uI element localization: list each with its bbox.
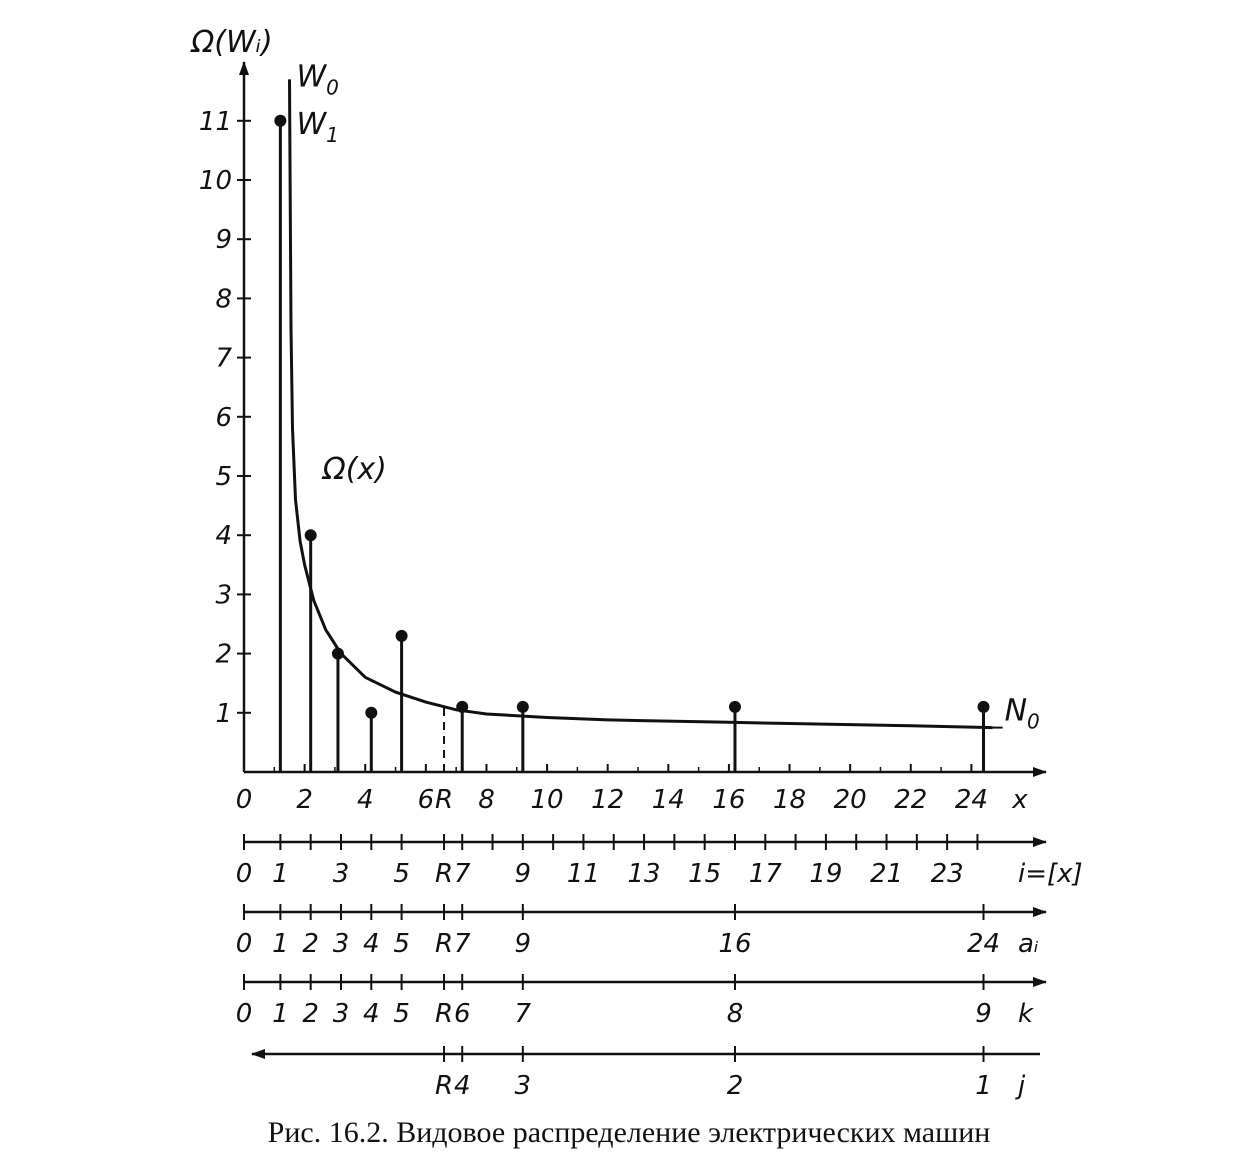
omega-curve: [290, 79, 993, 727]
scale-tick-label: 19: [809, 859, 843, 889]
x-tick-label: 6: [417, 785, 435, 815]
x-tick-label: 2: [296, 785, 313, 815]
x-tick-label: 10: [530, 785, 564, 815]
scale-tick-label: 9: [975, 999, 992, 1029]
stem-point: [396, 630, 408, 642]
figure-caption: Рис. 16.2. Видовое распределение электрических машин: [267, 1116, 991, 1149]
scale-tick-label: 9: [514, 929, 532, 959]
scale-tick-label: 17: [748, 859, 782, 889]
scale-tick-label: 0: [235, 999, 253, 1029]
scale-tick-label: 7: [453, 929, 471, 959]
x-tick-label: 0: [235, 785, 253, 815]
scale-name: i=[x]: [1018, 859, 1083, 889]
y-tick-label: 11: [198, 106, 232, 137]
scale-tick-label: R: [434, 1071, 454, 1101]
stem-point: [978, 701, 990, 713]
scale-name: aᵢ: [1018, 929, 1039, 959]
stem-point: [305, 529, 317, 541]
scale-tick-label: 16: [718, 929, 752, 959]
scale-tick-label: R: [434, 999, 454, 1029]
y-tick-label: 9: [215, 225, 232, 256]
scale-tick-label: 3: [514, 1071, 532, 1101]
scale-tick-label: 2: [302, 999, 319, 1029]
scale-tick-label: R: [434, 859, 454, 889]
scale-tick-label: 13: [627, 859, 661, 889]
y-tick-label: 2: [215, 639, 232, 670]
y-tick-label: 6: [215, 402, 232, 433]
scale-name: k: [1018, 999, 1034, 1029]
scale-tick-label: 3: [332, 929, 350, 959]
scale-tick-label: 4: [363, 929, 380, 959]
y-tick-label: 10: [198, 166, 232, 196]
y-axis-label: Ω(Wᵢ): [191, 25, 273, 60]
x-tick-label: 22: [894, 785, 928, 815]
scale-tick-label: 11: [566, 859, 600, 889]
x-tick-label: 12: [591, 785, 625, 815]
y-tick-label: 7: [215, 343, 232, 374]
scale-tick-label: R: [434, 929, 454, 959]
y-tick-label: 4: [215, 521, 232, 552]
scale-tick-label: 2: [302, 929, 319, 959]
y-tick-label: 8: [215, 284, 232, 315]
y-tick-label: 5: [215, 462, 232, 492]
x-axis-label: x: [1012, 785, 1028, 815]
x-tick-label: 24: [954, 785, 988, 815]
y-tick-label: 3: [215, 580, 232, 611]
scale-tick-label: 0: [235, 929, 253, 959]
scale-tick-label: 1: [272, 999, 289, 1029]
scale-tick-label: 1: [272, 859, 289, 889]
scale-tick-label: 3: [332, 859, 350, 889]
stem-point: [729, 701, 741, 713]
stem-point: [365, 707, 377, 719]
scale-tick-label: 23: [930, 859, 964, 889]
scale-tick-label: 3: [332, 999, 350, 1029]
scale-name: j: [1018, 1071, 1026, 1101]
scale-tick-label: 1: [272, 929, 289, 959]
curve-label: Ω(x): [322, 451, 387, 487]
scale-tick-label: 9: [514, 859, 532, 889]
line-label: $W_1$: [296, 106, 339, 147]
scale-tick-label: 4: [453, 1071, 471, 1101]
stem-point: [274, 115, 286, 127]
scale-tick-label: 5: [393, 929, 410, 959]
scale-tick-label: 5: [393, 859, 410, 889]
x-tick-label: 4: [356, 785, 374, 815]
scale-tick-label: 1: [975, 1071, 992, 1101]
scale-tick-label: 7: [453, 859, 471, 889]
scale-tick-label: 2: [726, 1071, 744, 1101]
stem-point: [517, 701, 529, 713]
x-tick-label: 18: [772, 785, 807, 815]
scale-tick-label: 15: [688, 859, 722, 889]
y-tick-label: 1: [215, 698, 232, 729]
scale-tick-label: 0: [235, 859, 253, 889]
plot-area: [189, 25, 1082, 1101]
line-label: $W_0$: [296, 59, 339, 100]
x-tick-label: 16: [712, 785, 746, 815]
scale-tick-label: 7: [514, 999, 532, 1029]
x-marker-label: R: [434, 785, 454, 815]
scale-tick-label: 4: [363, 999, 380, 1029]
scale-tick-label: 8: [726, 999, 744, 1029]
scale-tick-label: 24: [966, 929, 1001, 959]
x-tick-label: 8: [478, 785, 495, 815]
x-tick-label: 20: [833, 785, 867, 815]
scale-tick-label: 6: [453, 999, 471, 1029]
scale-tick-label: 21: [869, 859, 904, 889]
end-label: $N_0$: [1004, 693, 1040, 734]
x-tick-label: 14: [651, 785, 685, 815]
scale-tick-label: 5: [393, 999, 410, 1029]
